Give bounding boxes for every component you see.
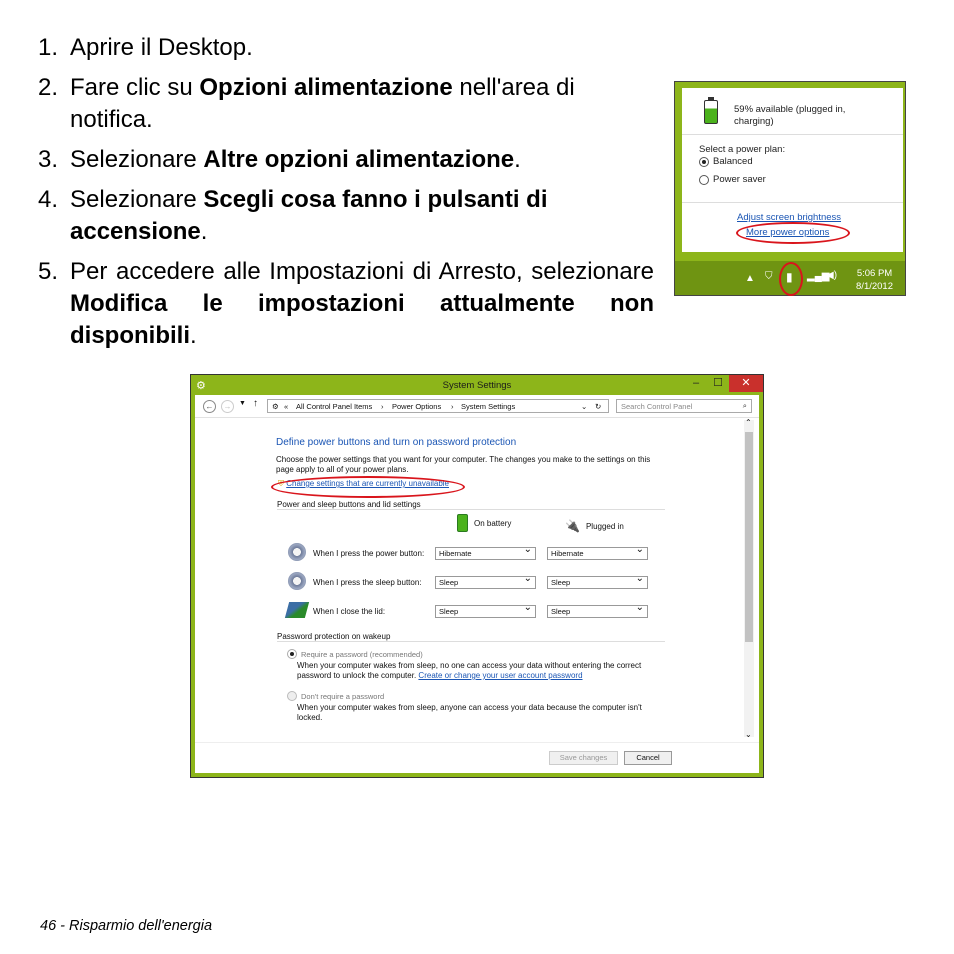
battery-icon	[457, 514, 468, 532]
control-panel-icon: ⚙	[272, 402, 279, 411]
taskbar	[675, 261, 905, 295]
step-text: Per accedere alle Impostazioni di Arresto, selezionare	[70, 258, 654, 285]
option-label: Don't require a password	[301, 691, 385, 701]
instruction-steps	[38, 32, 654, 360]
power-flyout	[682, 88, 903, 252]
save-changes-button[interactable]: Save changes	[549, 751, 618, 765]
lid-label: When I close the lid:	[313, 607, 386, 616]
column-label: Plugged in	[585, 521, 624, 531]
clock-time: 5:06 PM	[856, 268, 893, 279]
section-title: Power and sleep buttons and lid settings	[277, 500, 421, 509]
radio-icon[interactable]	[287, 691, 297, 701]
battery-status: 59% available (plugged in, charging)	[734, 104, 846, 127]
plan-heading: Select a power plan:	[699, 144, 786, 155]
scrollbar[interactable]	[744, 420, 754, 737]
power-button-icon	[288, 543, 306, 561]
description-text: When your computer wakes from sleep, no one can access your data without entering the correct password to unlock the computer.	[297, 661, 642, 680]
step-text: .	[190, 322, 197, 349]
system-settings-window	[190, 374, 764, 778]
back-icon[interactable]: ←	[203, 400, 216, 413]
step-4	[38, 184, 654, 248]
volume-icon[interactable]: ◀)	[826, 270, 838, 281]
column-on-battery	[457, 514, 511, 532]
clock-date: 8/1/2012	[856, 281, 893, 292]
step-number: 1.	[38, 34, 59, 61]
intro-text: Choose the power settings that you want for your computer. The changes you make to the settings on this page apply to all of your power plans.	[276, 455, 651, 474]
radio-selected-icon[interactable]	[287, 649, 297, 659]
shield-icon[interactable]: ⛉	[765, 271, 773, 282]
breadcrumb-item[interactable]: Power Options	[392, 402, 442, 411]
step-text: .	[200, 218, 208, 245]
breadcrumb-item[interactable]: System Settings	[461, 402, 516, 411]
divider	[682, 134, 903, 135]
chevron-right-icon: ›	[381, 402, 384, 411]
minimize-button[interactable]: –	[692, 377, 700, 389]
step-emphasis: Modifica le impostazioni attualmente non disponibili	[70, 290, 654, 349]
column-label: On battery	[474, 518, 512, 528]
sleep-button-plugged-select[interactable]: Sleep ⌄	[547, 576, 648, 589]
breadcrumb[interactable]	[267, 399, 609, 413]
search-input[interactable]	[616, 399, 752, 413]
clock[interactable]	[856, 267, 893, 293]
sleep-button-label: When I press the sleep button:	[313, 578, 422, 587]
no-password-option[interactable]	[287, 691, 384, 701]
plan-label: Balanced	[713, 156, 753, 167]
dialog-footer	[195, 742, 759, 773]
close-button[interactable]: ✕	[729, 375, 763, 392]
recent-pages-icon[interactable]: ▼	[239, 400, 246, 407]
scrollbar-thumb[interactable]	[745, 432, 753, 642]
step-number: 3.	[38, 146, 59, 173]
chevron-down-icon[interactable]: ⌄	[581, 402, 588, 411]
sleep-button-battery-select[interactable]: Sleep ⌄	[435, 576, 536, 589]
power-tray-icon[interactable]: ▮	[786, 270, 793, 284]
network-icon[interactable]: ▂▄▆	[807, 271, 830, 282]
window-body	[195, 395, 759, 773]
power-button-plugged-select[interactable]: Hibernate ⌄	[547, 547, 648, 560]
page-title: Define power buttons and turn on password protection	[276, 437, 517, 448]
step-5	[38, 256, 654, 352]
step-text: .	[514, 146, 521, 173]
power-button-label: When I press the power button:	[313, 549, 425, 558]
plan-label: Power saver	[713, 174, 766, 185]
step-text: Selezionare	[70, 146, 204, 173]
step-text: nell'area di notifica.	[70, 74, 575, 133]
uac-shield-icon: ⛨	[278, 479, 284, 488]
cancel-button[interactable]: Cancel	[624, 751, 672, 765]
control-panel-icon: ⚙	[196, 380, 206, 392]
step-number: 4.	[38, 186, 59, 213]
search-icon[interactable]: ⌕	[742, 401, 747, 410]
scroll-up-icon[interactable]: ⌃	[745, 418, 752, 427]
section-title: Password protection on wakeup	[277, 632, 391, 641]
power-plug-icon: 🔌	[565, 519, 580, 533]
forward-icon[interactable]: →	[221, 400, 234, 413]
radio-selected-icon[interactable]	[699, 157, 709, 167]
no-password-description: When your computer wakes from sleep, anyone can access your data because the computer isn't locked.	[297, 703, 642, 722]
step-text: Selezionare	[70, 186, 204, 213]
radio-icon[interactable]	[699, 175, 709, 185]
require-password-option[interactable]	[287, 649, 423, 659]
power-button-battery-select[interactable]: Hibernate ⌄	[435, 547, 536, 560]
section-header	[277, 632, 665, 642]
adjust-brightness-link[interactable]: Adjust screen brightness	[737, 212, 842, 223]
power-tray-screenshot	[674, 81, 906, 296]
step-emphasis: Scegli cosa fanno i pulsanti di accensione	[70, 186, 548, 245]
step-text: Fare clic su	[70, 74, 200, 101]
breadcrumb-item[interactable]: All Control Panel Items	[296, 402, 373, 411]
maximize-button[interactable]: ☐	[713, 377, 723, 389]
section-header	[277, 500, 665, 510]
refresh-icon[interactable]: ↻	[595, 402, 602, 411]
divider	[682, 202, 903, 203]
scroll-down-icon[interactable]: ⌄	[745, 730, 752, 739]
chevron-right-icon: ›	[451, 402, 454, 411]
require-password-description	[297, 661, 657, 681]
search-placeholder: Search Control Panel	[621, 402, 693, 411]
show-hidden-icons-icon[interactable]: ▲	[745, 273, 755, 284]
change-settings-label[interactable]: Change settings that are currently unavailable	[286, 479, 449, 488]
plan-balanced[interactable]	[699, 156, 753, 167]
step-text: Aprire il Desktop.	[70, 34, 253, 61]
window-title: System Settings	[442, 380, 512, 391]
address-bar	[195, 395, 759, 418]
column-plugged-in	[565, 519, 624, 533]
page-footer: 46 - Risparmio dell'energia	[40, 918, 213, 934]
more-power-options-link[interactable]: More power options	[746, 227, 830, 238]
battery-icon	[704, 100, 718, 124]
step-emphasis: Altre opzioni alimentazione	[203, 146, 515, 173]
step-2	[38, 72, 654, 136]
laptop-lid-icon	[285, 602, 309, 618]
title-bar	[191, 375, 763, 395]
lid-plugged-select[interactable]: Sleep ⌄	[547, 605, 648, 618]
step-number: 2.	[38, 74, 59, 101]
plan-power-saver[interactable]	[699, 174, 766, 185]
lid-battery-select[interactable]: Sleep ⌄	[435, 605, 536, 618]
step-3	[38, 144, 654, 176]
option-label: Require a password (recommended)	[301, 649, 423, 659]
highlight-oval	[271, 476, 465, 498]
up-arrow-icon[interactable]: ↑	[253, 398, 258, 409]
highlight-oval	[736, 222, 850, 244]
highlight-oval	[779, 262, 803, 296]
breadcrumb-overflow[interactable]: «	[284, 402, 289, 411]
step-1	[38, 32, 654, 64]
step-emphasis: Opzioni alimentazione	[199, 74, 453, 101]
account-password-link[interactable]: Create or change your user account password	[418, 671, 583, 680]
sleep-button-icon	[288, 572, 306, 590]
step-number: 5.	[38, 258, 59, 285]
